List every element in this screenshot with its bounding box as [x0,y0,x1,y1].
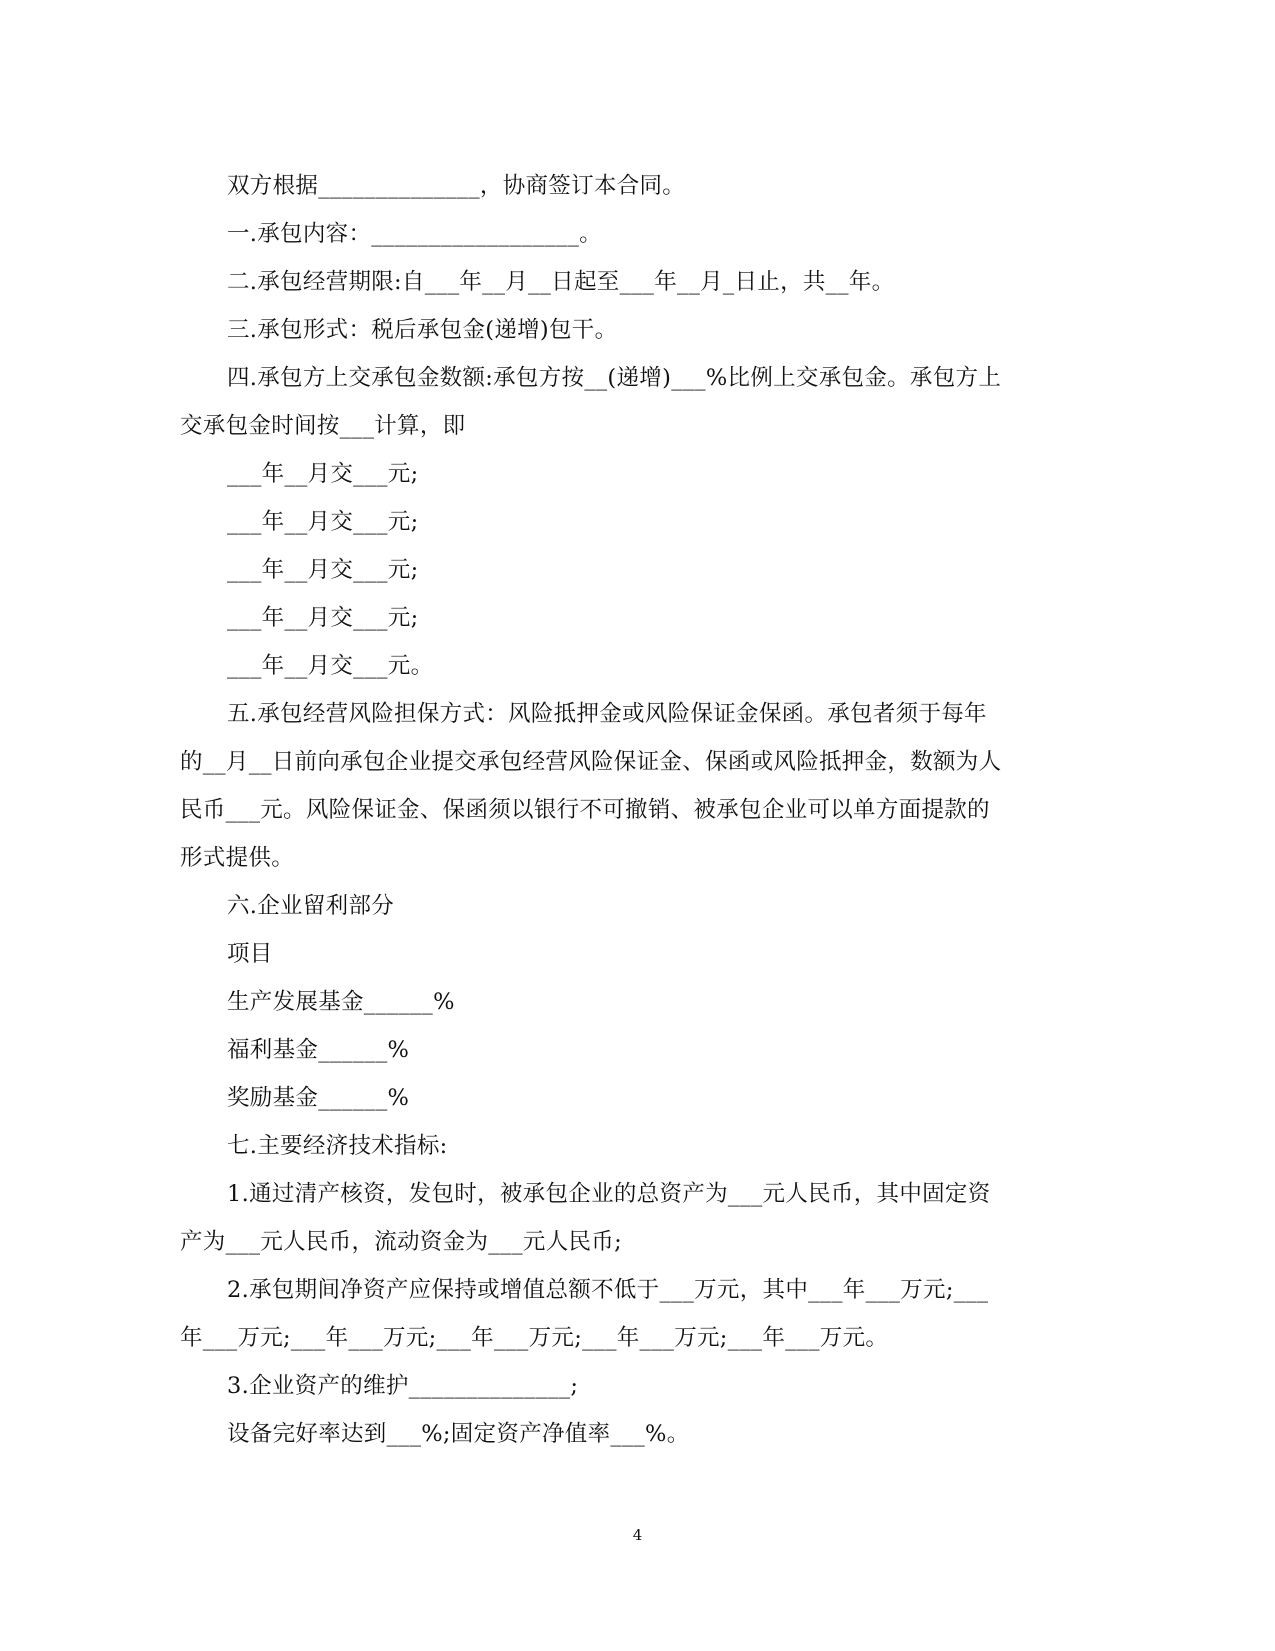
text-line: 三.承包形式：税后承包金(递增)包干。 [227,317,618,343]
text-line: ___年__月交___元; [227,557,419,583]
text-line: 交承包金时间按___计算，即 [180,413,466,439]
text-line: 奖励基金______% [227,1085,410,1111]
text-line: 2.承包期间净资产应保持或增值总额不低于___万元，其中___年___万元;___ [227,1277,989,1303]
text-line: 3.企业资产的维护______________; [227,1373,579,1399]
text-line: 设备完好率达到___%;固定资产净值率___%。 [227,1421,690,1447]
text-line: 1.通过清产核资，发包时，被承包企业的总资产为___元人民币，其中固定资 [227,1181,991,1207]
text-line: ___年__月交___元。 [227,653,434,679]
text-line: 年___万元;___年___万元;___年___万元;___年___万元;___年___万元。 [180,1325,889,1351]
text-line: 生产发展基金______% [227,989,455,1015]
text-line: 一.承包内容：__________________。 [227,221,602,247]
text-line: 福利基金______% [227,1037,410,1063]
text-line: 四.承包方上交承包金数额:承包方按__(递增)___%比例上交承包金。承包方上 [227,365,1002,391]
text-line: 产为___元人民币，流动资金为___元人民币; [180,1229,622,1255]
text-line: 民币___元。风险保证金、保函须以银行不可撤销、被承包企业可以单方面提款的 [180,797,990,823]
text-line: 双方根据______________，协商签订本合同。 [227,173,686,199]
text-line: 六.企业留利部分 [227,893,395,919]
document-body [180,162,1040,1458]
text-line: 项目 [227,941,273,967]
page-number: 4 [632,1526,643,1544]
text-line: 七.主要经济技术指标: [227,1133,448,1159]
text-line: ___年__月交___元; [227,605,419,631]
text-line: ___年__月交___元; [227,509,419,535]
text-line: 形式提供。 [180,845,295,871]
text-line: ___年__月交___元; [227,461,419,487]
text-line: 的__月__日前向承包企业提交承包经营风险保证金、保函或风险抵押金，数额为人 [180,749,1002,775]
text-line: 二.承包经营期限:自___年__月__日起至___年__月_日止，共__年。 [227,269,895,295]
text-line: 五.承包经营风险担保方式：风险抵押金或风险保证金保函。承包者须于每年 [227,701,987,727]
